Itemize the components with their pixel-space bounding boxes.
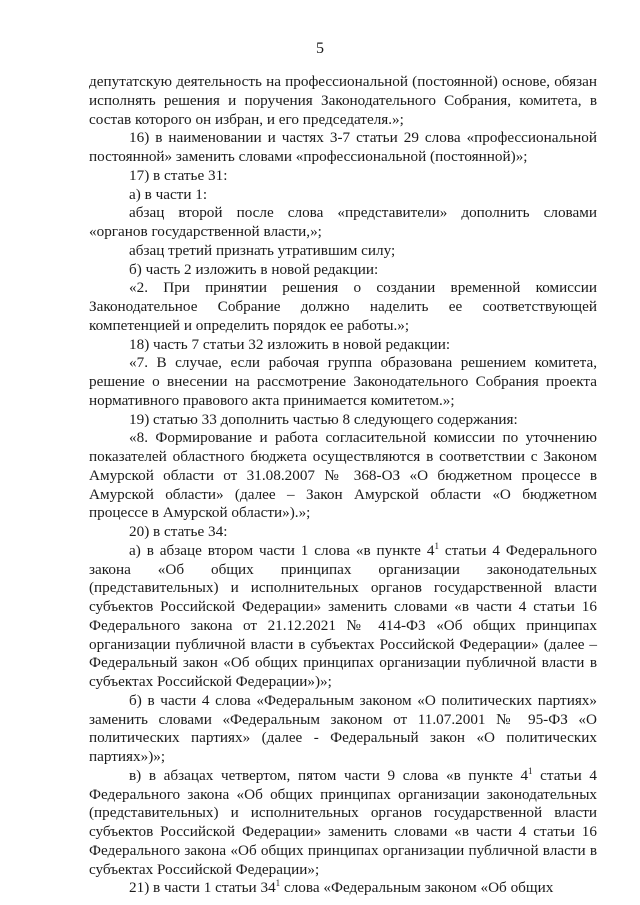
paragraph: 20) в статье 34:	[129, 523, 228, 540]
paragraph: депутатскую деятельность на профессиональной (постоянной) основе, обязан исполнять решения и поручения Законодательного Собрания, комитета, в состав которого он избран, и его председателя.»;	[89, 73, 597, 128]
paragraph: «2. При принятии решения о создании временной комиссии Законодательное Собрание должно наделить ее соответствующей компетенцией и определить порядок ее работы.»;	[89, 279, 597, 334]
paragraph: 18) часть 7 статьи 32 изложить в новой редакции:	[129, 335, 451, 353]
page-number: 5	[316, 40, 324, 57]
paragraph: «8. Формирование и работа согласительной комиссии по уточнению показателей областного бюджета осуществляются в соответствии с Законом Амурской области от 31.08.2007 № 368-ОЗ «О бюджетном процессе в Амурской области» (далее – Закон Амурской области «О бюджетном процессе в Амурской области»).»;	[89, 429, 597, 522]
paragraph: б) в части 4 слова «Федеральным законом «О политических партиях» заменить словами «Федеральным законом от 11.07.2001 № 95-ФЗ «О политических партиях» (далее - Федеральный закон «О политических партиях»)»;	[89, 691, 597, 765]
paragraph: в) в абзацах четвертом, пятом части 9 слова «в пункте $4^1$ статьи 4 Федерального закона «Об общих принципах организации законодательных (представительных) и исполнительных органов государственной власти субъектов Российской Федерации» заменить словами «в части 4 статьи 16 Федерального закона «Об общих принципах организации публичной власти в субъектах Российской Федерации»;	[89, 765, 597, 878]
paragraph: 17) в статье 31:	[129, 166, 228, 184]
paragraph: 21) в части 1 статьи $34^1$ слова «Федеральным законом «Об общих	[129, 878, 554, 897]
paragraph: а) в абзаце втором части 1 слова «в пункте $4^1$ статьи 4 Федерального закона «Об общих принципах организации законодательных (представительных) и исполнительных органов государственной власти субъектов Российской Федерации» заменить словами «в части 4 статьи 16 Федерального закона от 21.12.2021 № 414-ФЗ «Об общих принципах организации публичной власти в субъектах Российской Федерации» (далее – Федеральный закон «Об общих принципах организации публичной власти в субъектах Российской Федерации»)»;	[89, 540, 598, 690]
paragraph: абзац третий признать утратившим силу;	[129, 241, 396, 259]
paragraph: «7. В случае, если рабочая группа образована решением комитета, решение о внесении на рассмотрение Законодательного Собрания проекта нормативного правового акта принимается комитетом.»;	[89, 354, 597, 409]
paragraph: 19) статью 33 дополнить частью 8 следующего содержания:	[129, 410, 518, 428]
paragraph: а) в части 1:	[129, 185, 208, 203]
document-body	[89, 73, 597, 898]
paragraph: абзац второй после слова «представители» дополнить словами «органов государственной власти,»;	[89, 204, 597, 240]
paragraph: б) часть 2 изложить в новой редакции:	[129, 260, 379, 278]
paragraph: 16) в наименовании и частях 3-7 статьи 29 слова «профессиональной постоянной» заменить словами «профессиональной (постоянной)»;	[89, 129, 597, 165]
